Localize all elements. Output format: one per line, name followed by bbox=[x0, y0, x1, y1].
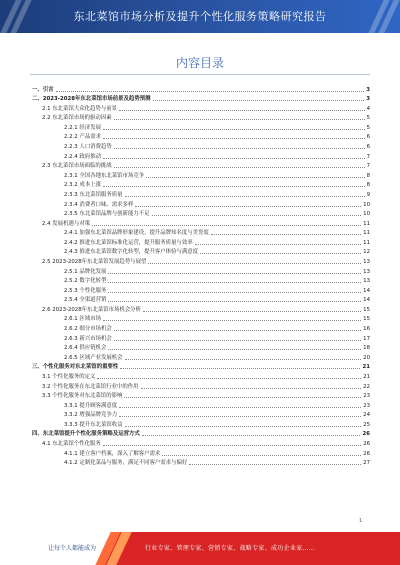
toc-entry-text: 4.1 东北菜馆个性化服务 bbox=[42, 440, 101, 447]
toc-entry-page: 6 bbox=[366, 134, 370, 141]
toc-entry-text: 3.3 个性化服务对东北菜馆的影响 bbox=[42, 393, 123, 400]
toc-entry[interactable] bbox=[30, 170, 370, 180]
toc-entry[interactable] bbox=[30, 352, 370, 362]
toc-entry[interactable] bbox=[30, 189, 370, 199]
toc-entry[interactable] bbox=[30, 247, 370, 257]
toc-entry-text: 3.3.2 增强品牌竞争力 bbox=[64, 412, 118, 419]
toc-entry-page: 18 bbox=[363, 345, 370, 352]
toc-dot-leader bbox=[103, 319, 361, 321]
toc-entry-text: 2.5.1 品牌化发展 bbox=[64, 268, 107, 275]
toc-entry-text: 4.1.2 定制化菜品与服务，满足不同客户需求与偏好 bbox=[64, 460, 188, 467]
toc-entry-page: 9 bbox=[366, 191, 370, 198]
toc-entry-page: 5 bbox=[366, 124, 370, 131]
toc-entry-page: 26 bbox=[363, 440, 370, 447]
toc-dot-leader bbox=[135, 205, 361, 207]
toc-entry-page: 13 bbox=[363, 268, 370, 275]
toc-entry[interactable] bbox=[30, 256, 370, 266]
toc-dot-leader bbox=[97, 377, 361, 379]
toc-entry-text: 2.6 2023-2028年东北菜馆市场机会分析 bbox=[42, 306, 141, 313]
toc-entry[interactable] bbox=[30, 391, 370, 401]
toc-entry-text: 4.1.1 建立客户档案，深入了解客户需求 bbox=[64, 450, 161, 457]
toc-entry-page: 23 bbox=[363, 402, 370, 409]
toc-entry[interactable] bbox=[30, 343, 370, 353]
toc-entry[interactable] bbox=[30, 141, 370, 151]
toc-dot-leader bbox=[124, 396, 361, 398]
toc-dot-leader bbox=[146, 176, 364, 178]
toc-dot-leader bbox=[108, 272, 361, 274]
toc-entry-page: 5 bbox=[366, 115, 370, 122]
toc-dot-leader bbox=[108, 281, 361, 283]
toc-entry[interactable] bbox=[30, 323, 370, 333]
toc-entry-page: 8 bbox=[366, 182, 370, 189]
toc-entry-text: 2.3.4 消费者口味、需求多样 bbox=[64, 201, 134, 208]
toc-dot-leader bbox=[114, 329, 361, 331]
toc-entry-page: 16 bbox=[363, 326, 370, 333]
toc-entry-text: 2.2 东北菜馆市场的驱动因素 bbox=[42, 115, 112, 122]
toc-dot-leader bbox=[92, 224, 361, 226]
toc-entry-page: 3 bbox=[366, 96, 370, 103]
toc-dot-leader bbox=[152, 214, 362, 216]
toc-entry-page: 11 bbox=[363, 230, 370, 237]
toc-entry[interactable] bbox=[30, 295, 370, 305]
toc-entry-page: 7 bbox=[366, 163, 370, 170]
toc-entry-text: 三、个性化服务对东北菜馆的重要性 bbox=[32, 364, 119, 371]
toc-dot-leader bbox=[153, 99, 365, 101]
toc-dot-leader bbox=[120, 367, 360, 369]
toc-entry-text: 2.4.2 推进东北菜馆标准化运营，提升服务质量与效率 bbox=[64, 239, 193, 246]
toc-dot-leader bbox=[103, 137, 365, 139]
toc-dot-leader bbox=[114, 147, 365, 149]
toc-entry-text: 2.5 2023-2028年东北菜馆发展趋势与展望 bbox=[42, 258, 147, 265]
toc-dot-leader bbox=[103, 444, 361, 446]
toc-entry-text: 2.6.3 新兴市场机会 bbox=[64, 335, 112, 342]
toc-entry[interactable] bbox=[30, 458, 370, 468]
toc-entry-page: 24 bbox=[363, 412, 370, 419]
toc-entry[interactable] bbox=[30, 410, 370, 420]
toc-dot-leader bbox=[103, 157, 365, 159]
toc-entry-text: 2.6.4 供应链机会 bbox=[64, 345, 107, 352]
toc-entry[interactable] bbox=[30, 266, 370, 276]
toc-entry-text: 2.3.1 全国各地东北菜馆市场竞争 bbox=[64, 172, 145, 179]
toc-title: 内容目录 bbox=[175, 56, 224, 70]
toc-entry-page: 10 bbox=[363, 201, 370, 208]
toc-entry-text: 2.6.2 细分市场机会 bbox=[64, 326, 112, 333]
toc-entry-text: 2.1 东北菜馆大众化趋势与前景 bbox=[42, 105, 117, 112]
toc-entry-page: 6 bbox=[366, 144, 370, 151]
toc-entry-page: 10 bbox=[363, 211, 370, 218]
footer-banner bbox=[0, 532, 400, 565]
toc-dot-leader bbox=[148, 262, 361, 264]
toc-entry[interactable] bbox=[30, 314, 370, 324]
toc-entry-page: 11 bbox=[363, 220, 370, 227]
toc-entry-page: 14 bbox=[363, 287, 370, 294]
toc-page bbox=[30, 40, 370, 524]
toc-entry-page: 13 bbox=[363, 258, 370, 265]
footer-tagline: 行业专家、管理专家、营销专家、战略专家、成功企业家…… bbox=[145, 545, 316, 552]
report-header bbox=[0, 0, 400, 33]
toc-entry[interactable] bbox=[30, 285, 370, 295]
toc-entry-page: 8 bbox=[366, 172, 370, 179]
footer-slogan: 让每个人都能成为 bbox=[48, 545, 97, 552]
toc-entry-text: 2.4 发展机遇与对策 bbox=[42, 220, 91, 227]
toc-entry-page: 27 bbox=[363, 460, 370, 467]
toc-entry-text: 2.2.1 经济发展 bbox=[64, 124, 101, 131]
toc-entry-page: 13 bbox=[363, 278, 370, 285]
toc-entry-text: 2.4.3 推进东北菜馆数字化转型，提升客户体验与满意度 bbox=[64, 249, 199, 256]
toc-entry[interactable] bbox=[30, 209, 370, 219]
toc-entry-page: 11 bbox=[363, 239, 370, 246]
toc-entry-page: 26 bbox=[363, 450, 370, 457]
toc-list bbox=[30, 84, 370, 467]
toc-dot-leader bbox=[56, 90, 365, 92]
toc-entry-text: 2.3.3 东北菜馆服务质量 bbox=[64, 191, 123, 198]
toc-entry-text: 2.2.3 人口消费趋势 bbox=[64, 144, 112, 151]
toc-entry[interactable] bbox=[30, 419, 370, 429]
toc-entry[interactable] bbox=[30, 113, 370, 123]
toc-dot-leader bbox=[119, 415, 361, 417]
toc-entry-page: 26 bbox=[362, 431, 370, 438]
toc-entry-text: 2.6.1 区域市场 bbox=[64, 316, 101, 323]
toc-dot-leader bbox=[125, 425, 362, 427]
toc-entry-page: 20 bbox=[363, 354, 370, 361]
toc-entry[interactable] bbox=[30, 180, 370, 190]
toc-entry-text: 四、东北菜馆提升个性化服务策略及运营方式 bbox=[32, 431, 140, 438]
toc-entry-text: 一、引言 bbox=[32, 86, 54, 93]
toc-entry-text: 3.3.3 提升东北菜馆收益 bbox=[64, 421, 123, 428]
toc-entry[interactable] bbox=[30, 151, 370, 161]
toc-entry[interactable] bbox=[30, 237, 370, 247]
toc-entry-text: 3.1 个性化服务的定义 bbox=[42, 373, 96, 380]
toc-entry[interactable] bbox=[30, 448, 370, 458]
toc-entry-text: 2.6.5 区域产业发展机会 bbox=[64, 354, 123, 361]
toc-entry-text: 2.2.2 产品需求 bbox=[64, 134, 101, 141]
toc-entry-text: 二、2023-2028年东北菜馆市场前景及趋势预测 bbox=[32, 96, 151, 103]
toc-dot-leader bbox=[114, 118, 365, 120]
toc-entry-page: 25 bbox=[363, 421, 370, 428]
toc-entry-page: 15 bbox=[363, 316, 370, 323]
toc-entry[interactable] bbox=[30, 371, 370, 381]
toc-entry-text: 3.3.1 提升顾客满意度 bbox=[64, 402, 118, 409]
toc-entry-page: 21 bbox=[363, 373, 370, 380]
toc-dot-leader bbox=[125, 358, 362, 360]
toc-dot-leader bbox=[125, 195, 365, 197]
toc-dot-leader bbox=[141, 387, 362, 389]
toc-title-divider bbox=[30, 74, 370, 75]
toc-entry[interactable] bbox=[30, 199, 370, 209]
toc-entry[interactable] bbox=[30, 94, 370, 104]
toc-dot-leader bbox=[103, 185, 365, 187]
toc-entry-text: 2.5.2 数字化转型 bbox=[64, 278, 107, 285]
toc-dot-leader bbox=[189, 463, 361, 465]
toc-dot-leader bbox=[114, 339, 361, 341]
toc-dot-leader bbox=[108, 300, 361, 302]
toc-dot-leader bbox=[162, 454, 361, 456]
toc-entry[interactable] bbox=[30, 362, 370, 372]
toc-dot-leader bbox=[211, 233, 361, 235]
toc-dot-leader bbox=[119, 406, 361, 408]
toc-entry-page: 14 bbox=[363, 297, 370, 304]
toc-dot-leader bbox=[142, 434, 361, 436]
toc-entry[interactable] bbox=[30, 84, 370, 94]
toc-entry[interactable] bbox=[30, 122, 370, 132]
toc-entry-text: 2.3.2 成本上涨 bbox=[64, 182, 101, 189]
toc-entry[interactable] bbox=[30, 132, 370, 142]
toc-dot-leader bbox=[195, 243, 362, 245]
toc-entry-page: 12 bbox=[363, 249, 370, 256]
toc-entry[interactable] bbox=[30, 276, 370, 286]
toc-entry-page: 4 bbox=[366, 105, 370, 112]
toc-dot-leader bbox=[200, 252, 361, 254]
toc-entry-page: 21 bbox=[362, 364, 370, 371]
toc-entry-text: 2.4.1 加强东北菜馆品牌形象建设，提升品牌知名度与美誉度 bbox=[64, 230, 209, 237]
toc-entry-text: 3.2 个性化服务在东北菜馆行业中的作用 bbox=[42, 383, 139, 390]
toc-entry[interactable] bbox=[30, 381, 370, 391]
page-number: 1 bbox=[358, 518, 362, 524]
toc-entry[interactable] bbox=[30, 103, 370, 113]
toc-entry[interactable] bbox=[30, 400, 370, 410]
toc-entry-page: 7 bbox=[366, 153, 370, 160]
toc-entry-page: 3 bbox=[366, 86, 370, 93]
toc-entry[interactable] bbox=[30, 304, 370, 314]
toc-dot-leader bbox=[114, 166, 365, 168]
toc-entry-text: 2.3.5 东北菜馆品牌与创新能力不足 bbox=[64, 211, 150, 218]
toc-entry-text: 2.5.3 个性化服务 bbox=[64, 287, 107, 294]
toc-dot-leader bbox=[143, 310, 361, 312]
toc-entry-text: 2.5.4 全渠道营销 bbox=[64, 297, 107, 304]
toc-dot-leader bbox=[108, 291, 361, 293]
toc-entry[interactable] bbox=[30, 228, 370, 238]
report-title: 东北菜馆市场分析及提升个性化服务策略研究报告 bbox=[73, 10, 327, 23]
toc-entry[interactable] bbox=[30, 161, 370, 171]
toc-entry-text: 2.3 东北菜馆市场面临的挑战 bbox=[42, 163, 112, 170]
toc-dot-leader bbox=[119, 109, 365, 111]
toc-entry[interactable] bbox=[30, 218, 370, 228]
toc-entry-page: 23 bbox=[363, 393, 370, 400]
toc-entry-page: 17 bbox=[363, 335, 370, 342]
toc-entry-page: 15 bbox=[363, 306, 370, 313]
toc-dot-leader bbox=[103, 128, 365, 130]
toc-entry[interactable] bbox=[30, 438, 370, 448]
toc-entry-page: 22 bbox=[363, 383, 370, 390]
toc-dot-leader bbox=[108, 348, 361, 350]
toc-entry[interactable] bbox=[30, 429, 370, 439]
toc-entry-text: 2.2.4 政府推动 bbox=[64, 153, 101, 160]
toc-entry[interactable] bbox=[30, 333, 370, 343]
